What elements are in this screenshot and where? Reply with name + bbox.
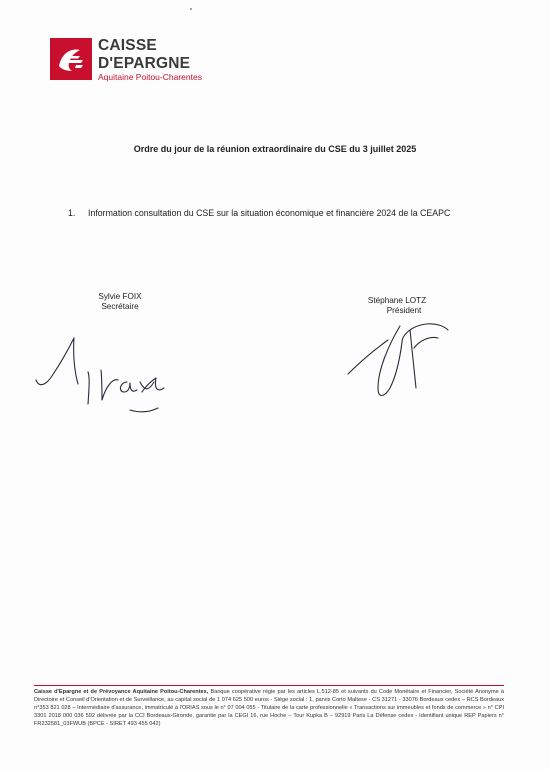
signatory-name: Sylvie FOIX — [98, 292, 142, 301]
signatory-role: Secrétaire — [101, 302, 139, 312]
footer-company-name: Caisse d'Epargne et de Prévoyance Aquitaine Poitou-Charentes, — [34, 689, 209, 695]
squirrel-logo-icon — [50, 38, 92, 80]
signature-block-secretary — [88, 292, 152, 313]
logo-region: Aquitaine Poitou-Charentes — [98, 72, 202, 82]
footer-legal-text: Banque coopérative régie par les articles L.512-85 et suivants du Code Monétaire et Financier, Société Anonyme à Directoire et Conseil d'Orientation et de Surveillance, au capital social de 1 074 625 500 euros - Siège social : 1, parvis Corto Maltese - CS 31271 - 33076 Bordeaux cedex – RCS Bordeaux n°353 821 028 – Intermédiaire d'assurance, immatriculé à l'ORIAS sous le n° 07 004 055 - Titulaire de la carte professionnelle « Transactions sur immeubles et fonds de commerce » n° CPI 3301 2018 000 036 592 délivrée par la CCI Bordeaux-Gironde, garantie par la CEGI 16, rue Hoche – Tour Kupka B – 92919 Paris La Défense cedex - Identifiant unique REP Papiers n° FR232581_03FWUB (BPCE - SIRET 493 455 042) — [34, 689, 504, 728]
logo-line-epargne: D'EPARGNE — [98, 54, 191, 72]
agenda-item-text: Information consultation du CSE sur la situation économique et financière 2024 de la CEAPC — [88, 208, 451, 218]
agenda-item — [68, 208, 450, 218]
caisse-epargne-logo — [50, 38, 202, 82]
signatory-name: Stéphane LOTZ — [367, 296, 427, 305]
scan-speck — [190, 8, 192, 10]
signature-president — [340, 318, 460, 408]
logo-line-caisse: CAISSE — [98, 37, 157, 54]
agenda-item-number: 1. — [68, 208, 76, 218]
logo-wordmark — [98, 38, 202, 82]
footer-divider — [34, 685, 504, 686]
legal-footer — [34, 688, 504, 729]
document-title: Ordre du jour de la réunion extraordinaire du CSE du 3 juillet 2025 — [133, 144, 417, 154]
signature-secretary — [30, 330, 180, 420]
signatory-role: Président — [386, 306, 422, 316]
signature-block-president — [360, 296, 434, 317]
agenda-list — [68, 208, 450, 218]
